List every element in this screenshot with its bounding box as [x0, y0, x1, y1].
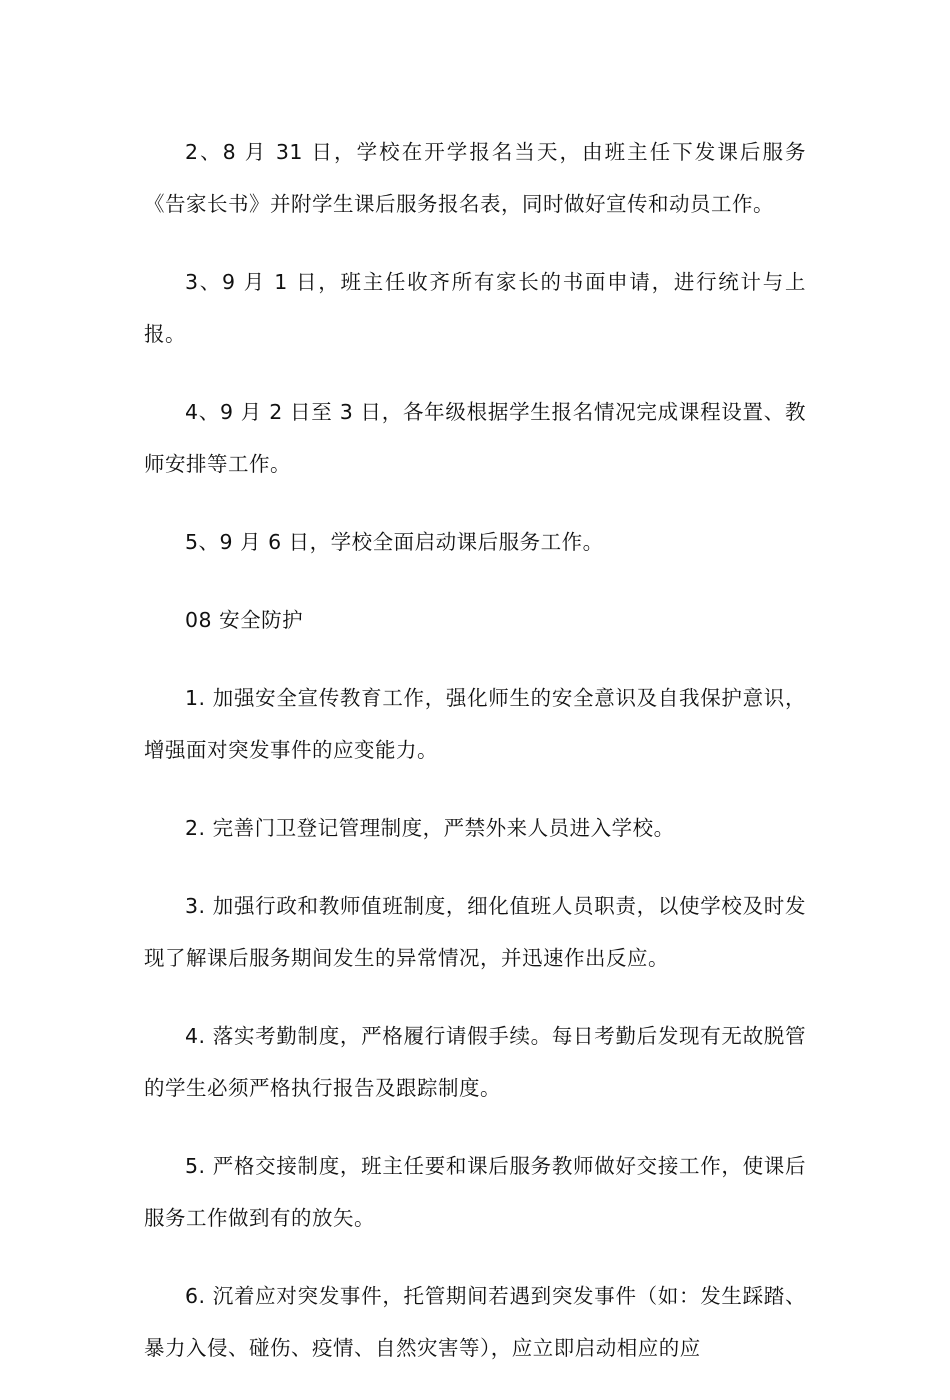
paragraph-gate-registration: 2. 完善门卫登记管理制度，严禁外来人员进入学校。	[185, 816, 675, 840]
section-heading-safety: 08 安全防护	[185, 608, 304, 632]
document-body	[144, 126, 806, 1400]
paragraph-duty-system: 3. 加强行政和教师值班制度，细化值班人员职责，以使学校及时发现了解课后服务期间发生的异常情况，并迅速作出反应。	[144, 894, 806, 970]
paragraph-emergency-response: 6. 沉着应对突发事件，托管期间若遇到突发事件（如：发生踩踏、暴力入侵、碰伤、疫情、自然灾害等），应立即启动相应的应	[144, 1284, 806, 1360]
paragraph-course-setup: 4、9 月 2 日至 3 日，各年级根据学生报名情况完成课程设置、教师安排等工作。	[144, 400, 806, 476]
paragraph-attendance: 4. 落实考勤制度，严格履行请假手续。每日考勤后发现有无故脱管的学生必须严格执行报告及跟踪制度。	[144, 1024, 806, 1100]
paragraph-service-launch: 5、9 月 6 日，学校全面启动课后服务工作。	[185, 530, 604, 554]
paragraph-collect-applications: 3、9 月 1 日，班主任收齐所有家长的书面申请，进行统计与上报。	[144, 270, 806, 346]
paragraph-safety-education: 1. 加强安全宣传教育工作，强化师生的安全意识及自我保护意识，增强面对突发事件的应变能力。	[144, 686, 806, 762]
paragraph-handover: 5. 严格交接制度，班主任要和课后服务教师做好交接工作，使课后服务工作做到有的放矢。	[144, 1154, 806, 1230]
paragraph-enrollment-notice: 2、8 月 31 日，学校在开学报名当天，由班主任下发课后服务《告家长书》并附学生课后服务报名表，同时做好宣传和动员工作。	[144, 140, 806, 216]
